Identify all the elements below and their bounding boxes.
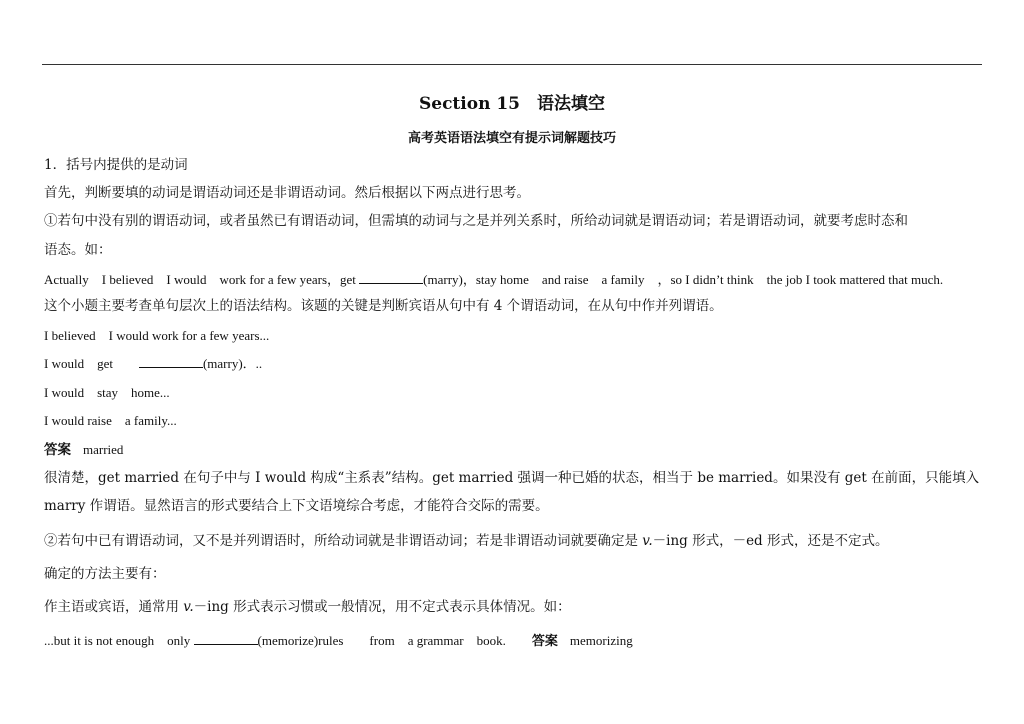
usage-paragraph <box>44 598 571 616</box>
answer-value: married <box>83 442 124 457</box>
intro-paragraph: 首先，判断要填的动词是谓语动词还是非谓语动词。然后根据以下两点进行思考。 <box>44 185 530 201</box>
example1-before: Actually I believed I would work for a few years，get <box>44 272 360 287</box>
answer-value-2: memorizing <box>569 633 633 648</box>
fill-blank[interactable] <box>139 355 203 368</box>
answer-line-1 <box>44 441 123 459</box>
point-heading: 1．括号内提供的是动词 <box>44 157 188 173</box>
breakdown-line-3: I would stay home... <box>44 385 170 400</box>
explain-line-1: 很清楚，get married 在句子中与 I would 构成“主系表”结构。get married 强调一种已婚的状态，相当于 be married。如果没有 get 在前面，只能填入 <box>44 470 980 486</box>
case2-after: －ing 形式，－ed 形式，还是不定式。 <box>652 533 889 549</box>
breakdown-line-1: I believed I would work for a few years... <box>44 328 270 343</box>
method-line: 确定的方法主要有： <box>44 566 166 582</box>
breakdown-line-4: I would raise a family... <box>44 413 177 428</box>
example2-after: (memorize)rules from a grammar book. <box>257 633 532 648</box>
breakdown2-before: I would get <box>44 356 139 371</box>
case1-line1: ①若句中没有别的谓语动词，或者虽然已有谓语动词，但需填的动词与之是并列关系时，所给动词就是谓语动词；若是谓语动词，就要考虑时态和 <box>44 213 908 229</box>
case2-paragraph <box>44 532 889 550</box>
case1-line2: 语态。如： <box>44 242 112 258</box>
case2-before: ②若句中已有谓语动词，又不是并列谓语时，所给动词就是非谓语动词；若是非谓语动词就要确定是 <box>44 533 643 549</box>
answer-label-2: 答案 <box>531 633 558 648</box>
example-sentence-1 <box>44 271 943 289</box>
fill-blank[interactable] <box>194 632 258 645</box>
case2-v: v. <box>642 533 653 549</box>
example2-before: ...but it is not enough only <box>44 633 194 648</box>
header-rule <box>42 64 982 65</box>
example-sentence-2 <box>44 632 633 650</box>
section-subtitle: 高考英语语法填空有提示词解题技巧 <box>407 131 616 146</box>
usage-before: 作主语或宾语，通常用 <box>44 599 184 615</box>
usage-v: v. <box>183 599 194 615</box>
answer-label: 答案 <box>44 442 71 458</box>
explain-line-2: marry 作谓语。显然语言的形式要结合上下文语境综合考虑，才能符合交际的需要。 <box>44 498 549 514</box>
usage-after: －ing 形式表示习惯或一般情况，用不定式表示具体情况。如： <box>193 599 571 615</box>
fill-blank[interactable] <box>359 271 423 284</box>
breakdown2-after: (marry)．.. <box>202 356 263 371</box>
analysis-paragraph: 这个小题主要考查单句层次上的语法结构。该题的关键是判断宾语从句中有 4 个谓语动词，在从句中作并列谓语。 <box>44 298 723 314</box>
breakdown-line-2 <box>44 355 262 373</box>
example1-after: (marry)，stay home and raise a family ，so I didn’t think the job I took mattered that much. <box>423 272 944 287</box>
section-title: Section 15 语法填空 <box>418 94 606 114</box>
